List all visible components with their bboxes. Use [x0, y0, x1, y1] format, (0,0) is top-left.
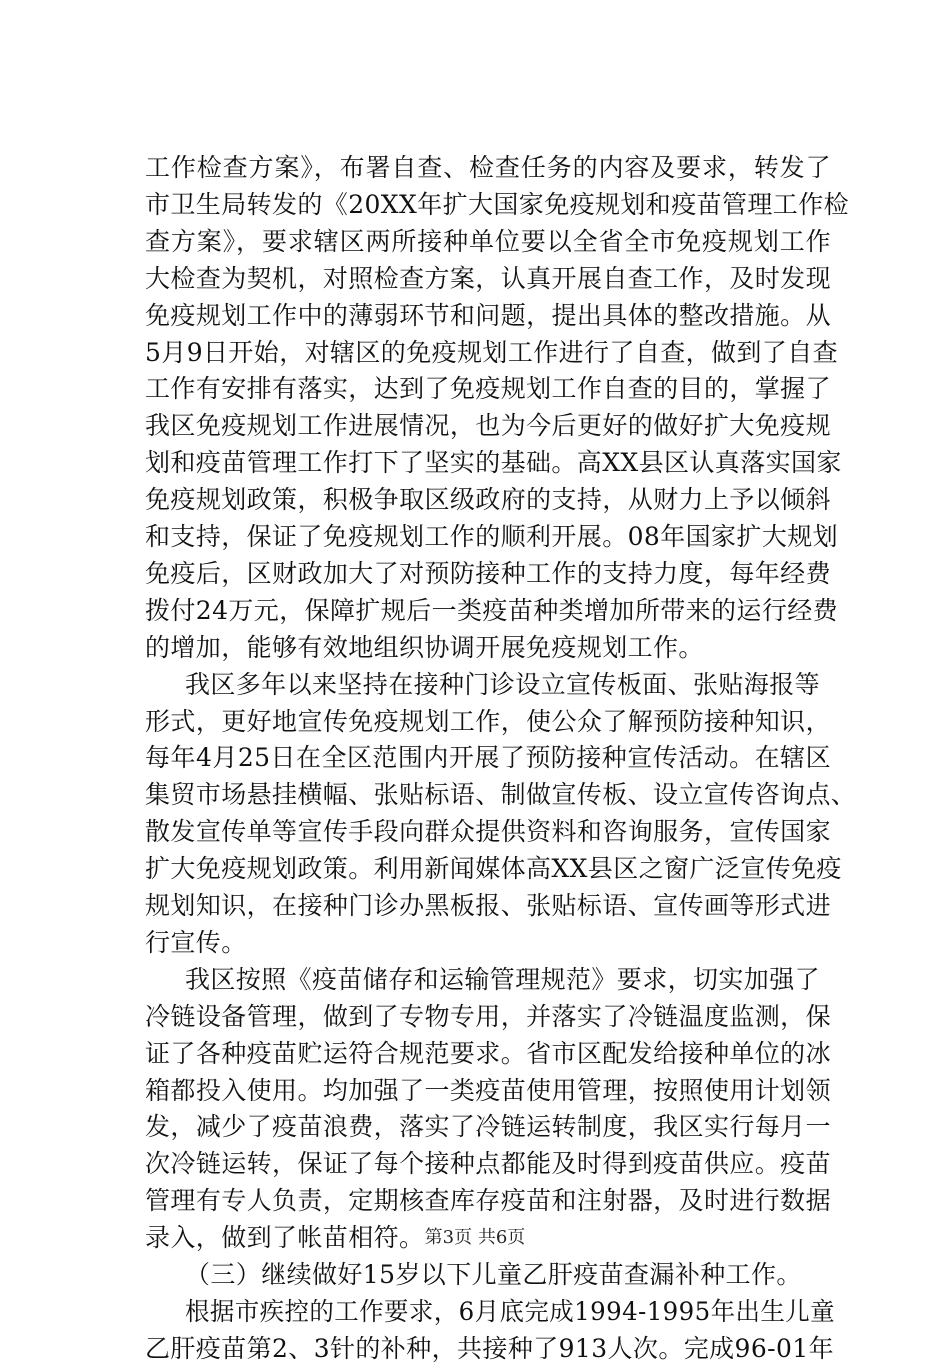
text-line: 扩大免疫规划政策。利用新闻媒体高XX县区之窗广泛宣传免疫	[145, 854, 842, 884]
text-line: 证了各种疫苗贮运符合规范要求。省市区配发给接种单位的冰	[145, 1038, 831, 1068]
text-line: 免疫后，区财政加大了对预防接种工作的支持力度，每年经费	[145, 558, 831, 588]
text-line: 工作检查方案》，布署自查、检查任务的内容及要求，转发了	[145, 153, 831, 182]
text-line: 录入，做到了帐苗相符。	[145, 1223, 425, 1253]
text-line: 免疫规划工作中的薄弱环节和问题，提出具体的整改措施。从	[145, 300, 831, 330]
text-line: 箱都投入使用。均加强了一类疫苗使用管理，按照使用计划领	[145, 1075, 831, 1105]
text-line: 我区多年以来坚持在接种门诊设立宣传板面、张贴海报等	[185, 669, 821, 699]
text-line: 根据市疾控的工作要求，6月底完成1994-1995年出生儿童	[185, 1296, 836, 1326]
text-line: 散发宣传单等宣传手段向群众提供资料和咨询服务，宣传国家	[145, 817, 831, 847]
text-line: 乙肝疫苗第2、3针的补种，共接种了913人次。完成96-01年	[145, 1333, 835, 1363]
text-line: 拨付24万元，保障扩规后一类疫苗种类增加所带来的运行经费	[145, 595, 839, 625]
text-line: 和支持，保证了免疫规划工作的顺利开展。08年国家扩大规划	[145, 522, 839, 551]
text-line: 发，减少了疫苗浪费，落实了冷链运转制度，我区实行每月一	[145, 1112, 831, 1142]
text-line: 次冷链运转，保证了每个接种点都能及时得到疫苗供应。疫苗	[145, 1149, 831, 1179]
text-line: 市卫生局转发的《20XX年扩大国家免疫规划和疫苗管理工作检	[145, 189, 850, 219]
text-line: 查方案》，要求辖区两所接种单位要以全省全市免疫规划工作	[145, 226, 831, 256]
text-line: 形式，更好地宣传免疫规划工作，使公众了解预防接种知识，	[145, 706, 831, 736]
text-line: （三）继续做好15岁以下儿童乙肝疫苗查漏补种工作。	[185, 1260, 802, 1289]
text-line: 大检查为契机，对照检查方案，认真开展自查工作，及时发现	[145, 263, 831, 293]
text-line: 行宣传。	[145, 927, 247, 957]
text-line: 的增加，能够有效地组织协调开展免疫规划工作。	[145, 632, 704, 662]
text-line: 我区免疫规划工作进展情况，也为今后更好的做好扩大免疫规	[145, 411, 831, 441]
text-line: 管理有专人负责，定期核查库存疫苗和注射器，及时进行数据	[145, 1186, 831, 1216]
page-footer: 第3页 共6页	[424, 1227, 526, 1248]
text-line: 规划知识，在接种门诊办黑板报、张贴标语、宣传画等形式进	[145, 891, 831, 920]
text-line: 我区按照《疫苗储存和运输管理规范》要求，切实加强了	[185, 964, 821, 994]
text-line: 工作有安排有落实，达到了免疫规划工作自查的目的，掌握了	[145, 374, 831, 404]
text-line: 集贸市场悬挂横幅、张贴标语、制做宣传板、设立宣传咨询点、	[145, 780, 857, 810]
text-line: 划和疫苗管理工作打下了坚实的基础。高XX县区认真落实国家	[145, 448, 842, 478]
text-line: 每年4月25日在全区范围内开展了预防接种宣传活动。在辖区	[145, 743, 831, 773]
text-line: 免疫规划政策，积极争取区级政府的支持，从财力上予以倾斜	[145, 485, 831, 515]
text-line: 冷链设备管理，做到了专物专用，并落实了冷链温度监测，保	[145, 1001, 831, 1031]
text-line: 5月9日开始，对辖区的免疫规划工作进行了自查，做到了自查	[145, 337, 839, 367]
